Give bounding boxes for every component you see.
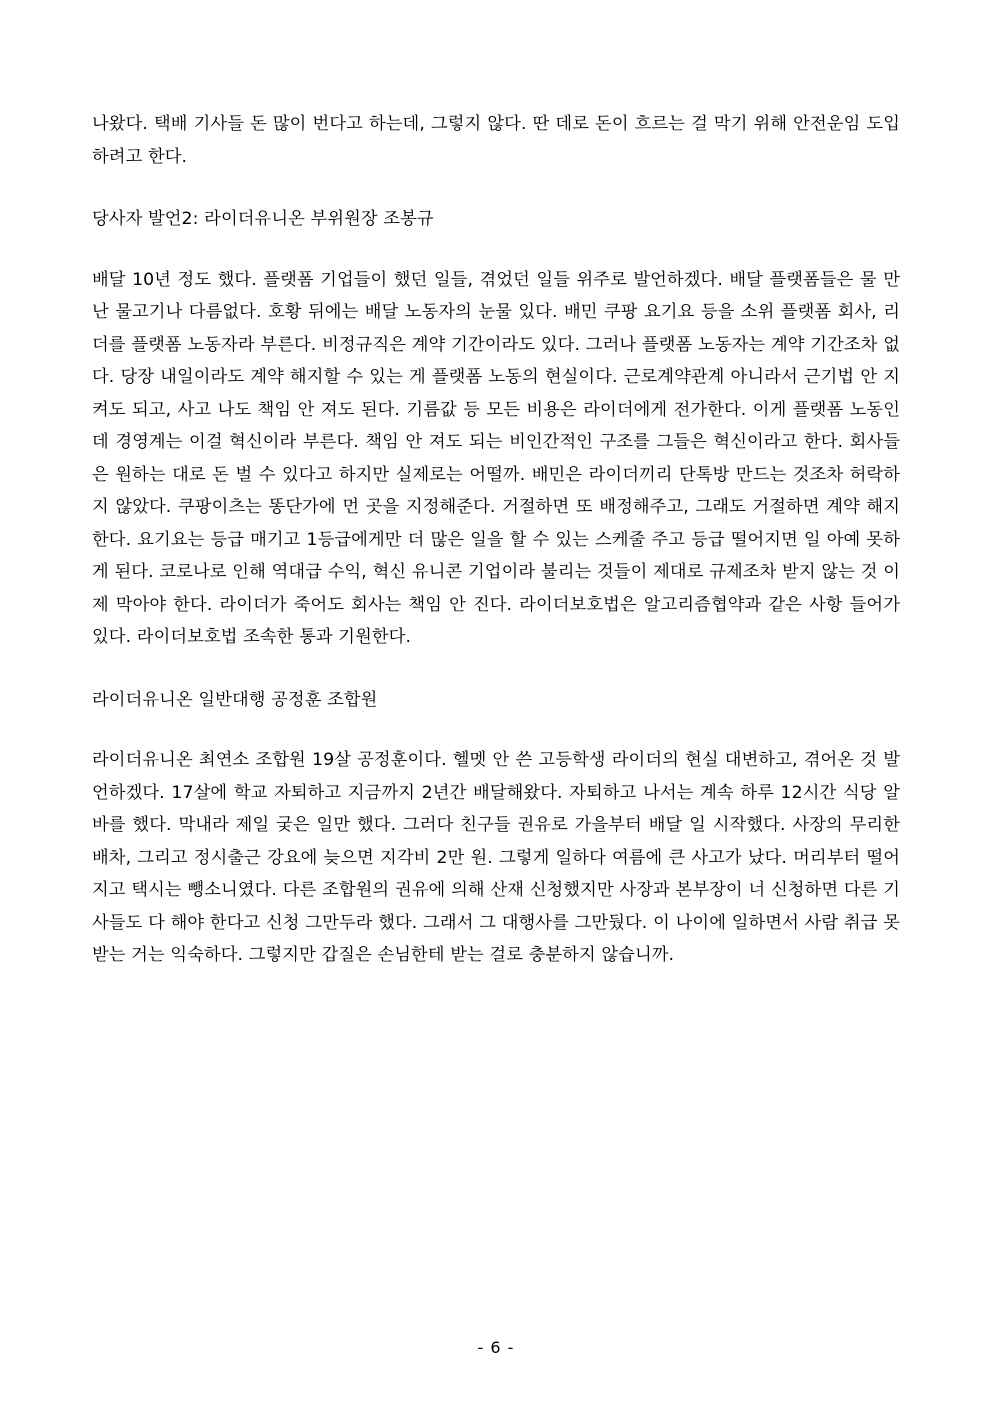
paragraph-speaker-2-body: 배달 10년 정도 했다. 플랫폼 기업들이 했던 일들, 겪었던 일들 위주로 발언하겠다. 배달 플랫폼들은 물 만난 물고기나 다름없다. 호황 뒤에는 배달 노동자의 눈물 있다. 배민 쿠팡 요기요 등을 소위 플랫폼 회사, 리더를 플랫폼 노동자라 부른다. 비정규직은 계약 기간이라도 있다. 그러나 플랫폼 노동자는 계약 기간조차 없다. 당장 내일이라도 계약 해지할 수 있는 게 플랫폼 노동의 현실이다. 근로계약관계 아니라서 근기법 안 지켜도 되고, 사고 나도 책임 안 져도 된다. 기름값 등 모든 비용은 라이더에게 전가한다. 이게 플랫폼 노동인데 경영계는 이걸 혁신이라 부른다. 책임 안 져도 되는 비인간적인 구조를 그들은 혁신이라고 한다. 회사들은 원하는 대로 돈 벌 수 있다고 하지만 실제로는 어떨까. 배민은 라이더끼리 단톡방 만드는 것조차 허락하지 않았다. 쿠팡이츠는 똥단가에 먼 곳을 지정해준다. 거절하면 또 배정해주고, 그래도 거절하면 계약 해지한다. 요기요는 등급 매기고 1등급에게만 더 많은 일을 할 수 있는 스케줄 주고 등급 떨어지면 일 아예 못하게 된다. 코로나로 인해 역대급 수익, 혁신 유니콘 기업이라 불리는 것들이 제대로 규제조차 받지 않는 것 이제 막아야 한다. 라이더가 죽어도 회사는 책임 안 진다. 라이더보호법은 알고리즘협약과 같은 사항 들어가 있다. 라이더보호법 조속한 통과 기원한다. xyxy=(92,269,900,648)
section-heading-speaker-2: 당사자 발언2: 라이더유니온 부위원장 조봉규 xyxy=(92,209,434,230)
section-heading-speaker-3: 라이더유니온 일반대행 공정훈 조합원 xyxy=(92,689,378,710)
paragraph-intro: 나왔다. 택배 기사들 돈 많이 번다고 하는데, 그렇지 않다. 딴 데로 돈이 흐르는 걸 막기 위해 안전운임 도입하려고 한다. xyxy=(92,114,900,167)
page-number: - 6 - xyxy=(477,1338,515,1357)
paragraph-speaker-3-body: 라이더유니온 최연소 조합원 19살 공정훈이다. 헬멧 안 쓴 고등학생 라이더의 현실 대변하고, 겪어온 것 발언하겠다. 17살에 학교 자퇴하고 지금까지 2년간 배달해왔다. 자퇴하고 나서는 계속 하루 12시간 식당 알바를 했다. 막내라 제일 궂은 일만 했다. 그러다 친구들 권유로 가을부터 배달 일 시작했다. 사장의 무리한 배차, 그리고 정시출근 강요에 늦으면 지각비 2만 원. 그렇게 일하다 여름에 큰 사고가 났다. 머리부터 떨어지고 택시는 뺑소니였다. 다른 조합원의 권유에 의해 산재 신청했지만 사장과 본부장이 너 신청하면 다른 기사들도 다 해야 한다고 신청 그만두라 했다. 그래서 그 대행사를 그만뒀다. 이 나이에 일하면서 사람 취급 못 받는 거는 익숙하다. 그렇지만 갑질은 손님한테 받는 걸로 충분하지 않습니까. xyxy=(92,750,900,966)
